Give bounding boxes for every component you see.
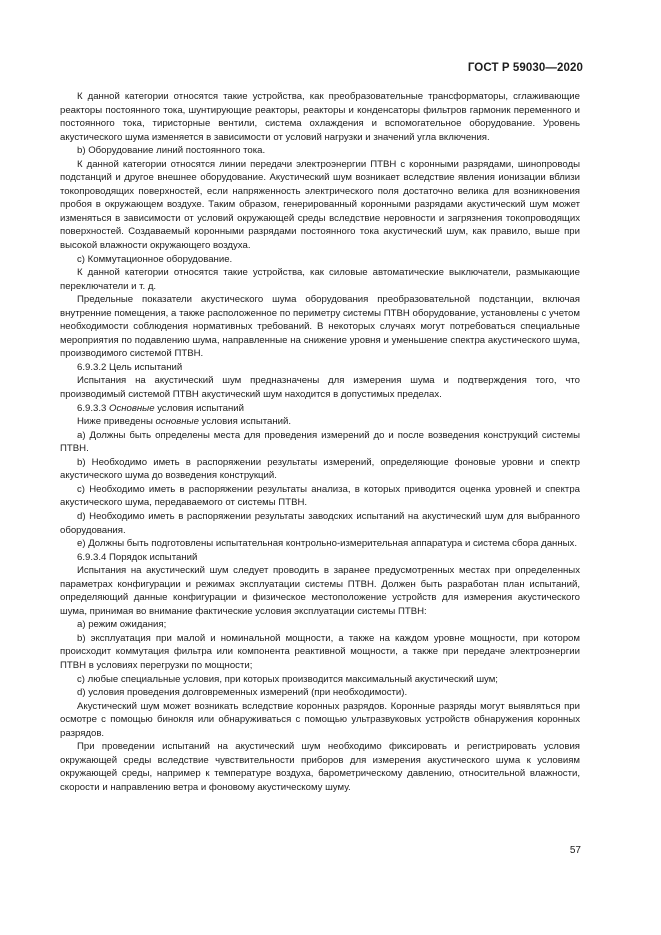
condition-c: c) Необходимо иметь в распоряжении результаты анализа, в которых приводится оценка уровней и спектра акустического шума, передаваемого от системы ПТВН. <box>60 483 580 509</box>
section-heading-6-9-3-2: 6.9.3.2 Цель испытаний <box>77 361 183 373</box>
page-number: 57 <box>569 845 581 856</box>
paragraph-test-procedure: Испытания на акустический шум следует проводить в заранее предусмотренных местах при определенных параметрах конфигурации и режимах эксплуатации системы ПТВН. Должен быть разработан план испытаний, определяющий данные конфигурации и физическое местоположение устройств для измерения акустического шума, принимая во внимание фактические условия эксплуатации системы ПТВН: <box>60 565 580 617</box>
section-heading-6-9-3-3: 6.9.3.3 Основные условия испытаний <box>77 402 244 414</box>
condition-e: e) Должны быть подготовлены испытательная контрольно-измерительная аппаратура и система сбора данных. <box>77 538 578 550</box>
paragraph-test-purpose: Испытания на акустический шум предназначены для измерения шума и подтверждения того, что производимый системой ПТВН акустический шум находится в допустимых пределах. <box>60 375 580 401</box>
paragraph-corona-detection: Акустический шум может возникать вследствие коронных разрядов. Коронные разряды могут выявляться при осмотре с помощью бинокля или обнаруживаться с помощью ультразвуковых устройств обнаружения коронных разрядов. <box>60 700 580 739</box>
section-heading-6-9-3-4: 6.9.3.4 Порядок испытаний <box>77 551 198 563</box>
paragraph-conditions-intro: Ниже приведены основные условия испытаний. <box>77 416 292 428</box>
mode-d: d) условия проведения долговременных измерений (при необходимости). <box>77 687 408 699</box>
condition-a: a) Должны быть определены места для проведения измерений до и после возведения конструкций системы ПТВН. <box>60 429 580 455</box>
mode-c: c) любые специальные условия, при которых производится максимальный акустический шум; <box>77 673 498 685</box>
body-text <box>60 90 580 794</box>
paragraph-noise-limits: Предельные показатели акустического шума оборудования преобразовательной подстанции, включая внутренние помещения, а также расположенное по периметру системы ПТВН оборудование, установлены с учетом необходимости соблюдения нормативных требований. В некоторых случаях могут потребоваться специальные мероприятия по подавлению шума, направленные на снижение уровня и уменьшение спектра акустического шума, производимого системой ПТВН. <box>60 294 580 360</box>
mode-b: b) эксплуатация при малой и номинальной мощности, а также на каждом уровне мощности, при котором происходит коммутация фильтра или компонента реактивной мощности, а также при передаче электроэнергии ПТВН в условиях перегрузки по мощности; <box>60 632 580 671</box>
item-c-switching-equipment: c) Коммутационное оборудование. <box>77 253 233 265</box>
mode-a: a) режим ожидания; <box>77 619 167 631</box>
condition-d: d) Необходимо иметь в распоряжении результаты заводских испытаний на акустический шум для выбранного оборудования. <box>60 510 580 536</box>
paragraph-switching: К данной категории относятся такие устройства, как силовые автоматические выключатели, размыкающие переключатели и т. д. <box>60 267 580 292</box>
standard-header: ГОСТ Р 59030—2020 <box>467 62 583 74</box>
paragraph-environment-recording: При проведении испытаний на акустический шум необходимо фиксировать и регистрировать условия окружающей среды вследствие чувствительности приборов для измерения акустического шума к условиям окружающей среды, например к температуре воздуха, барометрическому давлению, относительной влажности, скорости и направлению ветра и фоновому акустическому шуму. <box>60 741 580 793</box>
item-b-dc-line-equipment: b) Оборудование линий постоянного тока. <box>77 145 266 157</box>
paragraph-converter-equipment: К данной категории относятся такие устройства, как преобразовательные трансформаторы, сглаживающие реакторы постоянного тока, шунтирующие реакторы, реакторы и конденсаторы фильтров гармоник переменного и постоянного тока, тиристорные вентили, система охлаждения и вспомогательное оборудование. Уровень акустического шума изменяется в зависимости от условий нагрузки и значений угла включения. <box>60 91 580 143</box>
condition-b: b) Необходимо иметь в распоряжении результаты измерений, определяющие фоновые уровни и спектр акустического шума до возведения конструкций. <box>60 456 580 482</box>
paragraph-dc-lines: К данной категории относятся линии передачи электроэнергии ПТВН с коронными разрядами, шинопроводы подстанций и другое внешнее оборудование. Акустический шум возникает вследствие явления ионизации вблизи токопроводящих поверхностей, если напряженность электрического поля достаточно велика для возникновения пробоя в окружающем воздухе. Таким образом, генерированный коронными разрядами акустический шум может изменяться в зависимости от условий окружающей среды вследствие неровности и загрязнения токопроводящих поверхностей. Создаваемый коронными разрядами постоянного тока акустический шум, как правило, выше при высокой влажности окружающего воздуха. <box>60 158 580 252</box>
